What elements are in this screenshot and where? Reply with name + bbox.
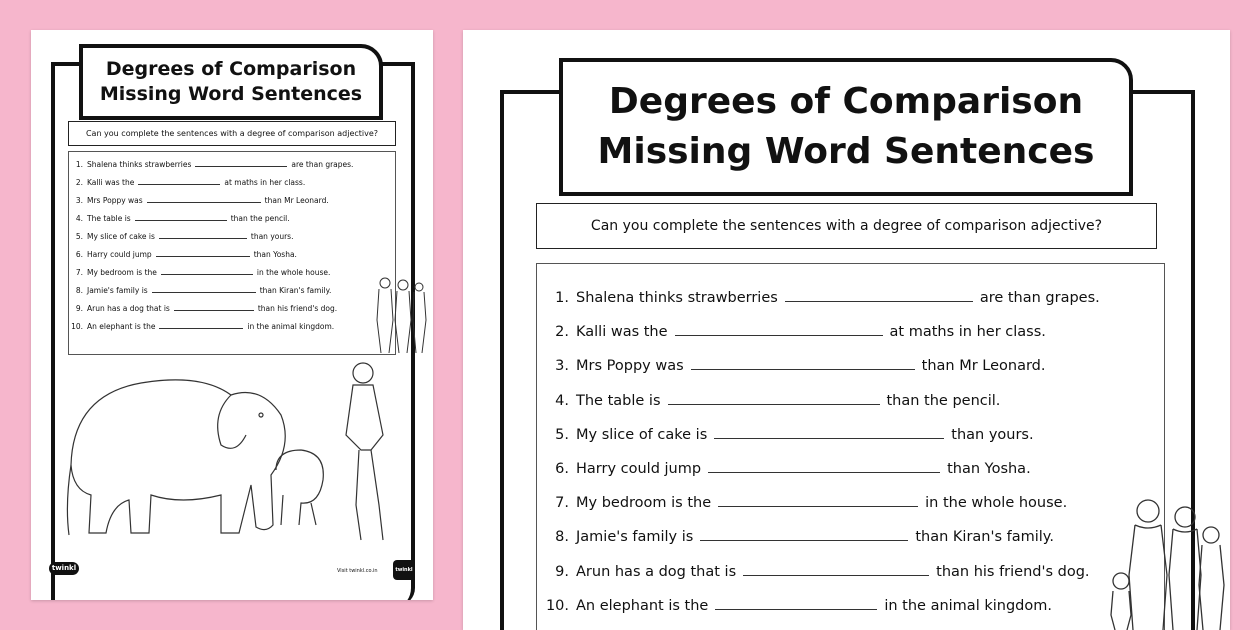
answer-blank[interactable] — [714, 438, 944, 439]
sentence-item — [69, 268, 330, 277]
answer-blank[interactable] — [785, 301, 973, 302]
item-text-after: than Mr Leonard. — [264, 196, 329, 205]
item-number: 9. — [75, 304, 83, 313]
question-text: Can you complete the sentences with a degree of comparison adjective? — [590, 218, 1103, 234]
title-line-2: Missing Word Sentences — [597, 131, 1095, 172]
sentence-item — [69, 196, 329, 205]
sentence-item — [537, 529, 1054, 545]
answer-blank[interactable] — [708, 472, 940, 473]
item-text-before: Kalli was the — [576, 324, 668, 341]
item-text-after: than the pencil. — [230, 214, 290, 223]
answer-blank[interactable] — [743, 575, 929, 576]
answer-blank[interactable] — [156, 256, 250, 257]
item-number: 4. — [555, 392, 569, 409]
sentence-item — [69, 232, 293, 241]
sentence-item — [69, 250, 297, 259]
item-number: 2. — [555, 324, 569, 341]
item-text-after: than Kiran's family. — [259, 286, 332, 295]
item-text-after: than his friend's dog. — [936, 563, 1090, 580]
item-number: 6. — [75, 250, 83, 259]
answer-blank[interactable] — [159, 328, 243, 329]
item-number: 8. — [75, 286, 83, 295]
item-text-before: Jamie's family is — [576, 529, 694, 546]
sentence-item — [537, 427, 1034, 443]
item-text-before: Jamie's family is — [87, 286, 148, 295]
question-box — [536, 203, 1157, 249]
item-number: 3. — [555, 358, 569, 375]
item-text-before: An elephant is the — [576, 597, 709, 614]
item-text-after: at maths in her class. — [889, 324, 1046, 341]
family-illustration — [1103, 495, 1228, 630]
item-text-before: The table is — [576, 392, 661, 409]
answer-blank[interactable] — [668, 404, 880, 405]
title-line-1: Degrees of Comparison — [608, 81, 1084, 122]
family-illustration — [371, 275, 431, 355]
item-number: 2. — [75, 178, 83, 187]
item-number: 1. — [555, 290, 569, 306]
item-text-after: than the pencil. — [886, 392, 1001, 409]
answer-blank[interactable] — [152, 292, 256, 293]
worksheet-preview-small — [31, 30, 433, 600]
item-text-before: Shalena thinks strawberries — [87, 160, 192, 169]
twinkl-logo: twinkl — [49, 562, 79, 575]
item-text-after: than Mr Leonard. — [921, 358, 1046, 375]
item-number: 5. — [75, 232, 83, 241]
sentence-item — [537, 290, 1100, 306]
item-number: 3. — [75, 196, 83, 205]
item-text-after: in the animal kingdom. — [884, 597, 1052, 614]
item-text-before: Arun has a dog that is — [576, 563, 737, 580]
item-number: 6. — [555, 461, 569, 477]
item-number: 10. — [71, 322, 83, 331]
item-text-after: than yours. — [250, 232, 294, 241]
sentence-item — [537, 495, 1067, 511]
item-text-before: My bedroom is the — [87, 268, 157, 277]
sentence-list — [68, 151, 396, 355]
sentence-list — [536, 263, 1165, 630]
item-text-before: My slice of cake is — [87, 232, 155, 241]
sentence-item — [69, 304, 337, 313]
item-text-after: in the animal kingdom. — [247, 322, 335, 331]
item-text-before: Kalli was the — [87, 178, 135, 187]
item-text-after: than yours. — [951, 426, 1034, 443]
item-number: 7. — [555, 495, 569, 512]
answer-blank[interactable] — [195, 166, 287, 167]
item-text-after: are than grapes. — [979, 290, 1100, 306]
elephant-illustration — [61, 355, 411, 545]
item-text-before: Mrs Poppy was — [576, 358, 684, 375]
question-text: Can you complete the sentences with a degree of comparison adjective? — [85, 129, 379, 138]
sentence-item — [69, 178, 305, 187]
item-text-before: An elephant is the — [87, 322, 156, 331]
sentence-item — [537, 393, 1000, 409]
sentence-item — [537, 358, 1046, 374]
question-box — [68, 121, 396, 146]
item-number: 5. — [555, 426, 569, 443]
twinkl-badge: twinkl — [393, 560, 415, 580]
sentence-item — [537, 598, 1052, 614]
item-text-before: Mrs Poppy was — [87, 196, 143, 205]
sentence-item — [69, 322, 334, 331]
sentence-item — [69, 160, 353, 169]
title-line-1: Degrees of Comparison — [105, 58, 357, 80]
answer-blank[interactable] — [700, 540, 908, 541]
item-text-before: The table is — [87, 214, 131, 223]
item-text-after: in the whole house. — [925, 495, 1068, 512]
answer-blank[interactable] — [675, 335, 883, 336]
worksheet-title — [559, 58, 1133, 196]
item-text-before: My bedroom is the — [576, 495, 712, 512]
sentence-item — [537, 324, 1046, 340]
answer-blank[interactable] — [161, 274, 253, 275]
sentence-item — [537, 461, 1031, 477]
item-number: 9. — [555, 563, 569, 580]
item-text-after: than his friend's dog. — [257, 304, 338, 313]
item-text-after: than Yosha. — [947, 461, 1031, 477]
answer-blank[interactable] — [135, 220, 227, 221]
item-text-after: in the whole house. — [256, 268, 331, 277]
worksheet-preview-large — [463, 30, 1230, 630]
item-number: 10. — [545, 597, 569, 614]
item-text-before: Harry could jump — [87, 250, 152, 259]
item-text-after: at maths in her class. — [224, 178, 306, 187]
item-text-after: are than grapes. — [291, 160, 354, 169]
answer-blank[interactable] — [138, 184, 220, 185]
answer-blank[interactable] — [174, 310, 254, 311]
title-line-2: Missing Word Sentences — [99, 83, 363, 105]
item-text-after: than Yosha. — [253, 250, 297, 259]
sentence-item — [537, 564, 1090, 580]
item-text-before: Shalena thinks strawberries — [576, 290, 778, 306]
answer-blank[interactable] — [691, 369, 915, 370]
item-text-before: Harry could jump — [576, 461, 702, 477]
item-text-before: Arun has a dog that is — [87, 304, 170, 313]
item-number: 1. — [75, 160, 83, 169]
item-number: 4. — [75, 214, 83, 223]
answer-blank[interactable] — [718, 506, 918, 507]
item-number: 7. — [75, 268, 83, 277]
item-text-after: than Kiran's family. — [915, 529, 1054, 546]
worksheet-title — [79, 44, 383, 120]
sentence-item — [69, 286, 331, 295]
item-number: 8. — [555, 529, 569, 546]
answer-blank[interactable] — [147, 202, 261, 203]
item-text-before: My slice of cake is — [576, 426, 708, 443]
answer-blank[interactable] — [715, 609, 877, 610]
answer-blank[interactable] — [159, 238, 247, 239]
footer-url: Visit twinkl.co.in — [337, 568, 378, 574]
sentence-item — [69, 214, 290, 223]
